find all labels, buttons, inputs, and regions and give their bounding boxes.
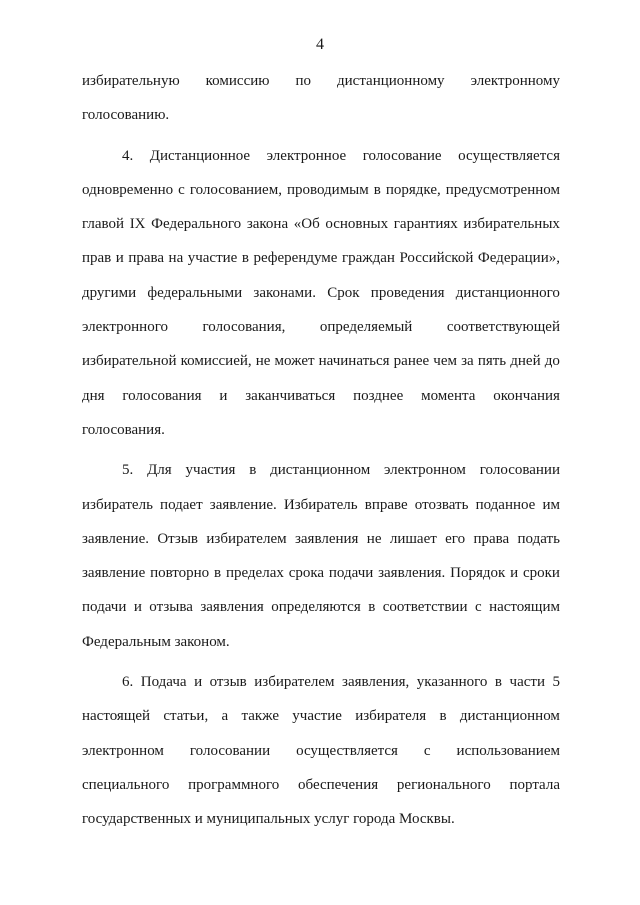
- paragraph: [82, 64, 560, 133]
- text-line: 5. Для участия в дистанционном электронном голосовании: [122, 462, 560, 479]
- text-line: 6. Подача и отзыв избирателем заявления, указанного в части 5: [122, 674, 560, 691]
- text-line: Федеральным законом.: [82, 633, 230, 650]
- text-line: избирательной комиссией, не может начинаться ранее чем за пять дней до: [82, 353, 560, 370]
- text-line: 4. Дистанционное электронное голосование осуществляется: [122, 147, 560, 164]
- text-line: специального программного обеспечения регионального портала: [82, 776, 560, 793]
- text-line: избиратель подает заявление. Избиратель вправе отозвать поданное им: [82, 496, 560, 513]
- text-line: голосованию.: [82, 107, 170, 124]
- text-line: настоящей статьи, а также участие избирателя в дистанционном: [82, 708, 560, 725]
- text-line: дня голосования и заканчиваться позднее момента окончания: [82, 387, 560, 404]
- text-line: государственных и муниципальных услуг города Москвы.: [82, 811, 455, 828]
- text-line: прав и права на участие в референдуме граждан Российской Федерации»,: [82, 250, 560, 267]
- text-line: другими федеральными законами. Срок проведения дистанционного: [82, 284, 560, 301]
- document-body: [82, 64, 560, 837]
- page-number: 4: [316, 36, 324, 53]
- text-line: одновременно с голосованием, проводимым в порядке, предусмотренном: [82, 181, 560, 198]
- text-line: голосования.: [82, 421, 165, 438]
- text-line: электронного голосования, определяемый соответствующей: [82, 319, 560, 336]
- text-line: заявление. Отзыв избирателем заявления не лишает его права подать: [82, 530, 560, 547]
- paragraph: [82, 139, 560, 448]
- text-line: избирательную комиссию по дистанционному электронному: [82, 73, 560, 89]
- text-line: главой IX Федерального закона «Об основных гарантиях избирательных: [82, 216, 560, 233]
- paragraph: [82, 665, 560, 836]
- text-line: подачи и отзыва заявления определяются в соответствии с настоящим: [82, 599, 560, 616]
- paragraph: [82, 453, 560, 659]
- text-line: заявление повторно в пределах срока подачи заявления. Порядок и сроки: [82, 565, 560, 582]
- text-line: электронном голосовании осуществляется с использованием: [82, 742, 560, 759]
